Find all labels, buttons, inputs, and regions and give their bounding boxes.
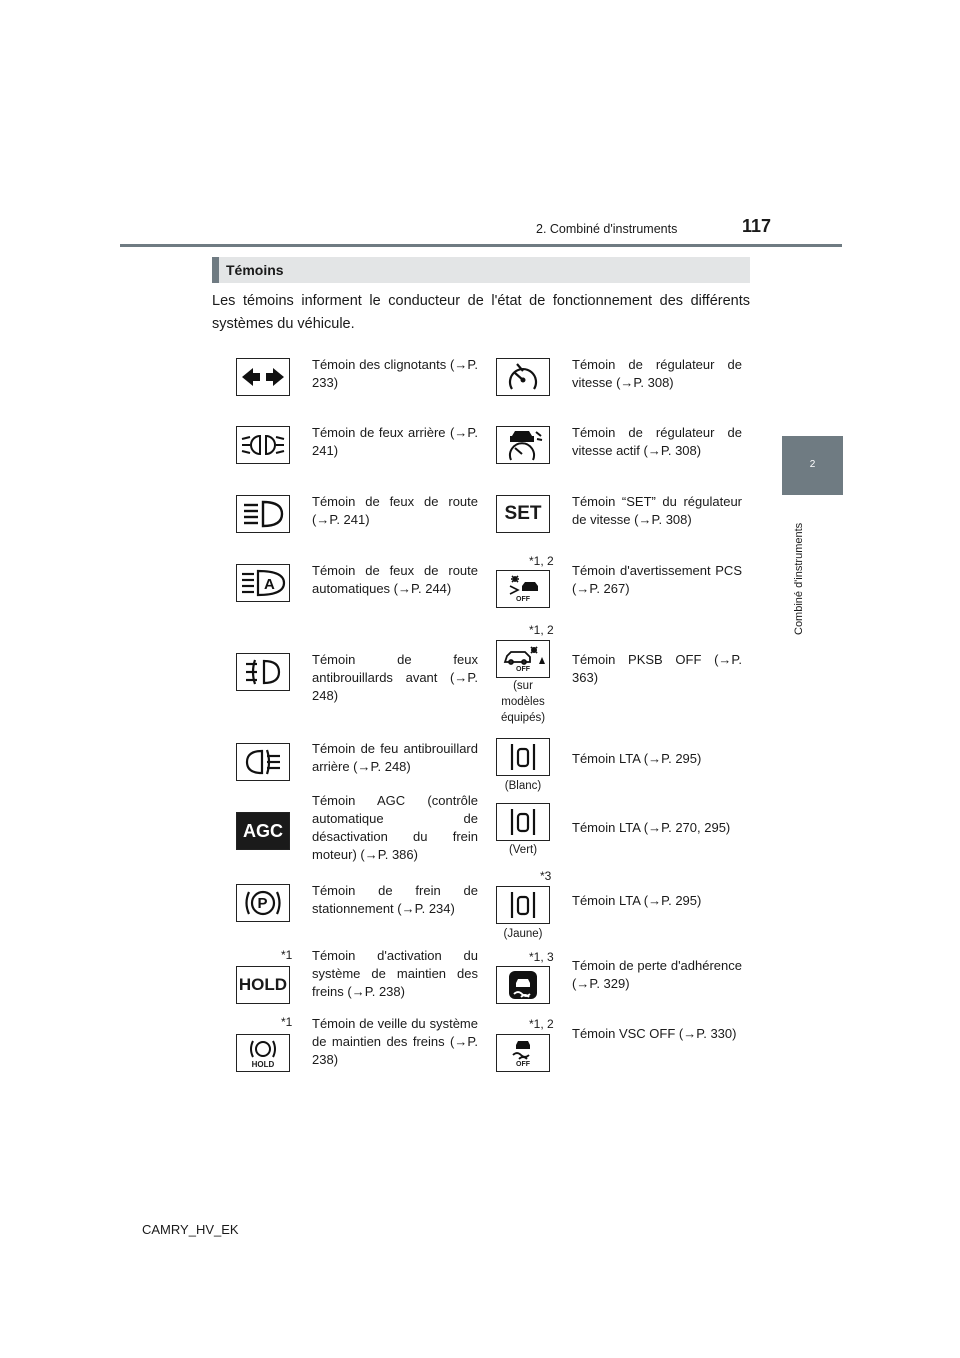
lta-yellow-icon	[496, 886, 550, 924]
header-rule	[120, 244, 842, 247]
footer-model: CAMRY_HV_EK	[142, 1222, 239, 1237]
dynamic-cruise-icon	[496, 426, 550, 464]
right-item-5-note: *1, 2	[529, 623, 554, 637]
hold-standby-label: HOLD	[251, 1059, 275, 1069]
svg-text:P: P	[257, 895, 268, 912]
left-item-8-text: Témoin de frein de stationnement (→P. 234)	[312, 883, 478, 916]
svg-text:A: A	[264, 576, 275, 593]
right-item-6-text: Témoin PKSB OFF (→P. 363)	[572, 652, 742, 685]
right-item-9-note: *1, 3	[529, 950, 554, 964]
right-item-4-note: *1, 2	[529, 554, 554, 568]
vsc-off-icon	[496, 1034, 550, 1072]
tail-light-icon	[236, 426, 290, 464]
lta-white-icon	[496, 738, 550, 776]
intro-paragraph: Les témoins informent le conducteur de l'état de fonctionnement des différents systèmes du véhicule.	[212, 293, 750, 332]
hold-icon: HOLD	[236, 966, 290, 1004]
right-item-5-text: Témoin d'avertissement PCS (→P. 267)	[572, 563, 742, 596]
left-item-5-text: Témoin de feux antibrouillards avant (→P. 248)	[312, 652, 478, 703]
pcs-off-label: OFF	[516, 596, 530, 603]
auto-high-beam-icon	[236, 564, 290, 602]
right-item-6-caption: (Blanc)	[504, 780, 542, 792]
right-item-11-text: Témoin VSC OFF (→P. 330)	[572, 1026, 737, 1041]
cruise-control-icon	[496, 358, 550, 396]
front-fog-icon	[236, 653, 290, 691]
section-bar	[212, 257, 750, 283]
left-item-6-text: Témoin de feu antibrouillard arrière (→P. 248)	[312, 741, 478, 774]
hold-standby-icon	[236, 1034, 290, 1072]
pcs-off-icon	[496, 570, 550, 608]
parking-brake-icon	[236, 884, 290, 922]
pksb-off-label: OFF	[516, 666, 530, 673]
rear-fog-icon	[236, 743, 290, 781]
right-item-8-note: *3	[540, 869, 552, 883]
right-item-10-text: Témoin de perte d'adhérence (→P. 329)	[572, 958, 742, 991]
right-item-3-text: Témoin “SET” du régulateur de vitesse (→P. 308)	[572, 494, 742, 527]
set-icon: SET	[496, 495, 550, 533]
right-item-2-text: Témoin de régulateur de vitesse actif (→P. 308)	[572, 425, 742, 458]
agc-icon: AGC	[236, 812, 290, 850]
left-item-9-text: Témoin d'activation du système de maintien des freins (→P. 238)	[312, 948, 478, 999]
right-item-8-text: Témoin LTA (→P. 270, 295)	[572, 820, 731, 835]
right-item-8-caption: (Jaune)	[503, 928, 543, 940]
page-number: 117	[742, 216, 772, 236]
slip-indicator-icon	[496, 966, 550, 1004]
turn-signal-icon	[236, 358, 290, 396]
section-title: Témoins	[226, 262, 284, 278]
right-item-10-note: *1, 2	[529, 1017, 554, 1031]
high-beam-icon	[236, 495, 290, 533]
chapter-side-label: Combiné d'instruments	[793, 522, 805, 635]
right-item-5-caption: (sur modèles équipés)	[500, 680, 546, 724]
left-item-3-text: Témoin de feux de route (→P. 241)	[312, 494, 478, 527]
left-item-1-text: Témoin des clignotants (→P. 233)	[312, 357, 478, 390]
pksb-off-icon	[496, 640, 550, 678]
right-item-9-text: Témoin LTA (→P. 295)	[572, 893, 702, 908]
left-item-9-note: *1	[281, 948, 293, 962]
vsc-off-label: OFF	[516, 1061, 530, 1068]
running-header: 2. Combiné d'instruments	[536, 222, 678, 236]
left-item-10-text: Témoin de veille du système de maintien des freins (→P. 238)	[312, 1016, 478, 1067]
right-item-7-caption: (Vert)	[508, 844, 538, 856]
left-item-10-note: *1	[281, 1015, 293, 1029]
right-item-7-text: Témoin LTA (→P. 295)	[572, 751, 702, 766]
left-item-7-text: Témoin AGC (contrôle automatique de désactivation du frein moteur) (→P. 386)	[312, 793, 478, 862]
lta-green-icon	[496, 803, 550, 841]
right-item-1-text: Témoin de régulateur de vitesse (→P. 308)	[572, 357, 742, 390]
chapter-tab: 2	[782, 436, 843, 495]
left-item-4-text: Témoin de feux de route automatiques (→P. 244)	[312, 563, 478, 596]
left-item-2-text: Témoin de feux arrière (→P. 241)	[312, 425, 478, 458]
